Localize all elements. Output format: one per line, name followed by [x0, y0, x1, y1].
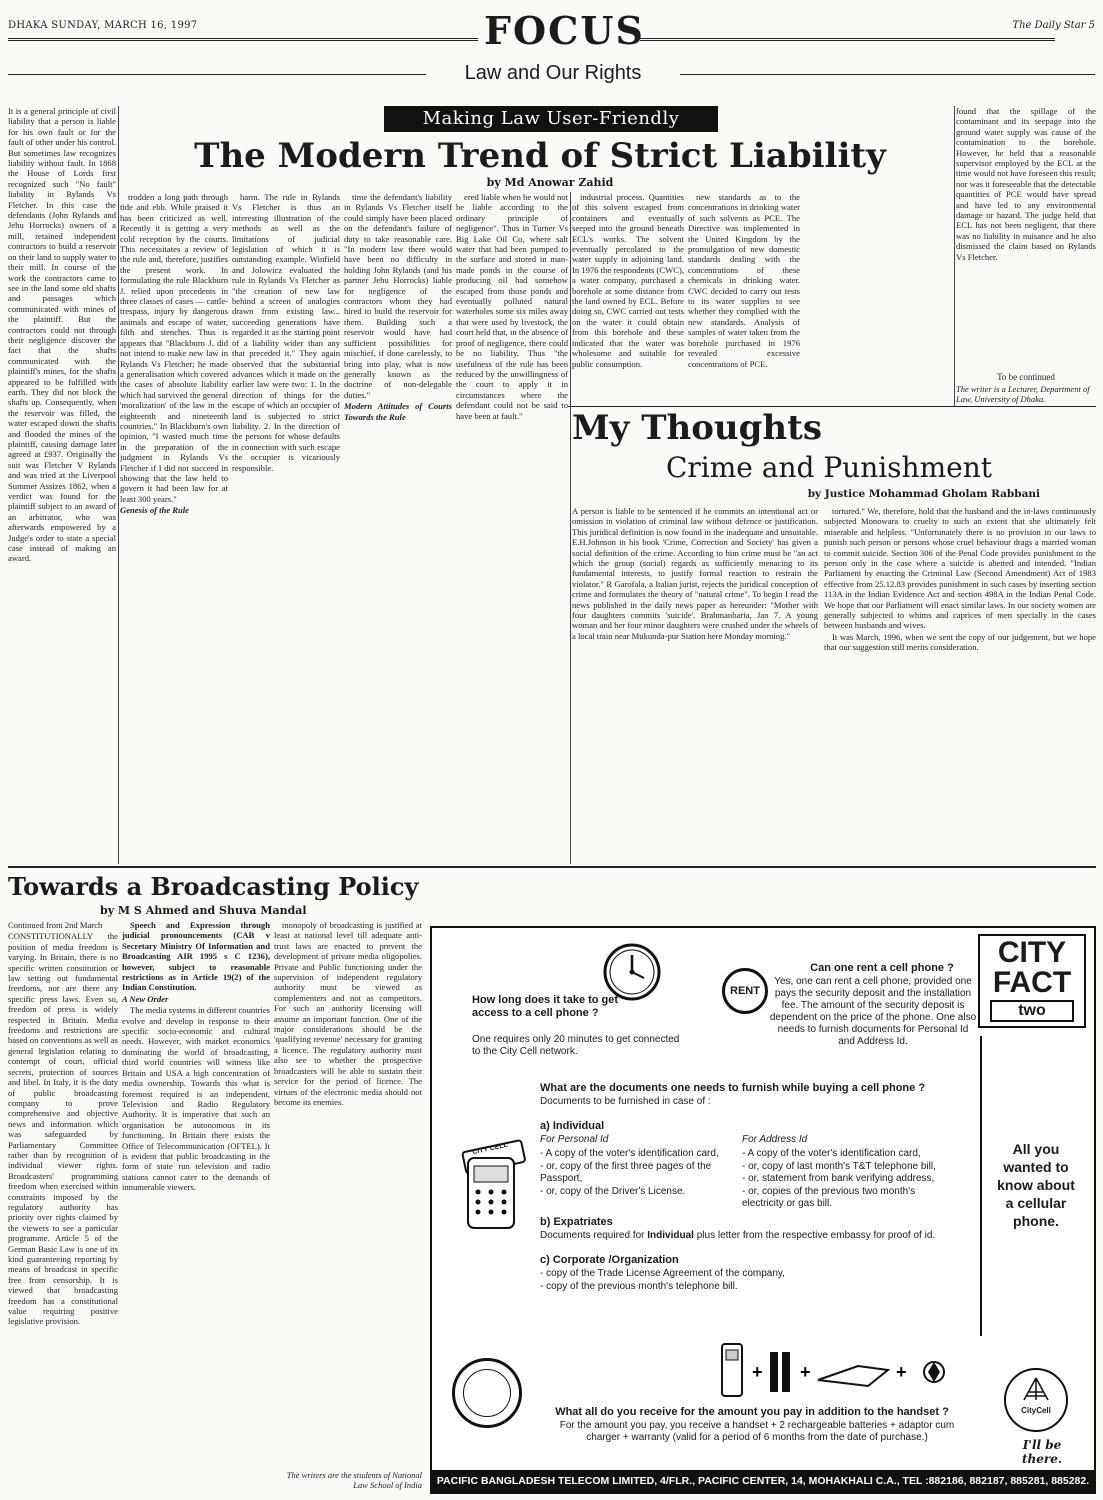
article1-col4-subhead: Modern Attitudes of Courts Towards the Rule	[344, 401, 452, 422]
address-id-item: - or, statement from bank verifying address,	[742, 1173, 935, 1184]
address-id-item: - or, copy of last month's T&T telephone bill,	[742, 1160, 936, 1172]
ad-a3: For the amount you pay, you receive a handset + 2 rechargeable batteries + adaptor cum charger + warranty (valid for a period of 6 months from the date of purchase.)	[559, 1420, 955, 1443]
corporate-title: c) Corporate /Organization	[540, 1254, 679, 1266]
rent-icon	[722, 968, 768, 1014]
article1-author-note: The writer is a Lecturer, Department of Law, University of Dhaka.	[956, 384, 1090, 404]
column-rule	[954, 106, 955, 406]
article3-col2b-text: The media systems in different countries evolve and develop in response to their specific socio-economic and cultural needs. However, with market economics dominating the world of broadcasting, third world countries will witness like Britain and USA a high concentration of media ownership. Towards this what is foremost required is an independent, Television and Radio Regulatory Authority. It is imperative that such an organisation be autonomous in its functioning. In Britain there exists the Office of Telecommunication (OFTEL). It is evident that public broadcasting in the form of state run television and radio stations cannot cater to the demands of innumerable viewers.	[122, 1005, 270, 1193]
article3-col3	[274, 920, 422, 1468]
expatriates-title: b) Expatriates	[540, 1216, 613, 1228]
brand-line1: CITY	[997, 936, 1067, 969]
article3-col2	[122, 920, 270, 1492]
cellphone-icon	[454, 1118, 534, 1238]
tagline: I'll be there.	[1021, 1438, 1063, 1466]
column-rule	[570, 192, 571, 864]
masthead	[8, 8, 1095, 90]
address-id-title: For Address Id	[742, 1134, 808, 1145]
antenna-icon	[1016, 1376, 1056, 1402]
article1-col1	[8, 106, 116, 864]
article3-col1-text: CONSTITUTIONALLY the position of media freedom is varying. In Britain, there is no specific written constitution or law setting out fundamental freedoms, nor are there any specific press laws. Even so, freedom of press is widely respected in Britain. Media freedoms and restrictions are based on conventions as well as general legislation relating to contempt of court, official secrets, protection of sources and libel. In Italy, it is the duty of public broadcasting company to prove comprehensive and objective news and information which was safeguarded by Parliamentary Committee rather than by recognition of individual viewer rights. Broadcasters' programming freedom when exercised within constraints imposed by the regulatory authority has priority over rights claimed by the viewers to see a particular programme. Article 5 of the German Basic Law is one of its kind guaranteeing reporting by means of broadcast in specific free from censorship. It is viewed that broadcasting freedom has a constitutional value requiring positive legislative provision.	[8, 931, 118, 1327]
kicker-banner	[384, 106, 718, 132]
ad-footer	[432, 1470, 1094, 1492]
expatriates-text-post: plus letter from the respective embassy for proof of id.	[693, 1230, 936, 1241]
expatriates-text-pre: Documents required for	[540, 1230, 648, 1241]
docs-question: What are the documents one needs to furnish while buying a cell phone ?	[540, 1082, 926, 1094]
corporate-item: - copy of the previous month's telephone bill.	[540, 1280, 738, 1292]
address-id-item: - A copy of the voter's identification card,	[742, 1148, 921, 1159]
handset-kit-illustration	[718, 1336, 978, 1406]
article1-col6	[572, 192, 684, 402]
article1-col4	[344, 192, 452, 864]
side-text: All you wanted to know about a cellular phone.	[997, 1141, 1075, 1229]
ad-a1: One requires only 20 minutes to get connected to the City Cell network.	[472, 1034, 680, 1057]
corporate-item: - copy of the Trade License Agreement of the company,	[540, 1268, 785, 1279]
article2-col1-text: A person is liable to be sentenced if he commits an intentional act or omission in violation of criminal law without defence or justification. This juridical definition is now found in the inadequate and unsuitable. E.H.Johnson in his book 'Crime, Correction and Society' has given a social definition of the crime. According to him crime must be "an act which the group (social) regards as sufficiently menacing to its fundamental interests, to justify formal reaction to restrain the violator." R Garofala, a Italian jurist, rejects the juridical conception of crime and formulates the theory of "natural crime". To begin I read the news published in the daily news paper as hereunder: "Mother with four daughters commits 'suicide'. Brahmanbaria, Jan 7. A young woman and her four minor daughters were crushed under the wheels of a local train near Mukunda-pur Station here Monday morning."	[572, 506, 818, 641]
article3-byline: by M S Ahmed and Shuva Mandal	[100, 904, 307, 917]
article1-col3-text: harm. The rule in Rylands Vs Fletcher is thus an interesting illustration of the methods as well as the limitations of judicial legislation of which it is outstanding example. Winfield and Jolowicz evaluated the rule in Rylands Vs Fletcher as "the creation of new law behind a screen of analogies drawn from existing law... succeeding generations have regarded it as the starting point of a liability wider than any that preceded it." They again observed that the substantial advances which it made on the earlier law were two: 1. In the direction of things for the escape of which an occupier of land is subjected to strict liability. 2. In the direction of the persons for whose defaults in connection with such escape the occupier is vicariously responsible.	[232, 192, 340, 473]
column-rule	[118, 106, 119, 864]
brand-line2: FACT	[992, 966, 1072, 999]
article1-col2-text: trodden a long path through tide and ebb. While praised it has been criticized as well. Recently it is getting a very cold reception by the courts. This necessitates a review of the rule and, therefore, justifies the present work. In formulating the rule Blackburn J. relied upon precedents in three classes of cases — cattle-trespass, injury by dangerous animals and escape of water, filth and stenches. Thus is appears that "Blackburn J. did not intend to make new law in Rylands Vs Fletcher; he made a generalisation which covered the cases of absolute liability which had survived the general 'moralization' of the law in the eighteenth and nineteenth countries." In Blackburn's own opinion, "I wasted much time in the preparation of the judgment in Rylands Vs Fletcher if I did not succeed in showing that the law held to govern it had been law for at least 300 years."	[120, 192, 228, 504]
expatriates-text-bold: Individual	[647, 1230, 694, 1241]
article3-author-note: The writers are the students of National Law School of India	[286, 1470, 422, 1490]
article3-col1	[8, 920, 118, 1492]
article1-col1-text: It is a general principle of civil liability that a person is liable for his own fault or for the fault of other under his control. But sometimes law recognizes liability without fault. In 1868 the House of Lords first recognized such "No fault" liability in Rylands Vs Fletcher. In this case the defendants (John Rylands and Jehu Horrocks) owners of a mill, retained independent contractors to build a reservoir on their land to supply water to their mill. In course of the work the contractors came to see in the land some old shafts and passages which communicated with mines of the plaintiff. But the contractors could not through their negligence discover the fact that the shafts communicated with the plaintiff's mines, for the shafts appeared to be fulfilled with earth. They did not block the shafts up. Consequently, when the reservoir was filled, the water escaped down the shafts and flooded the mines of the plaintiff, causing damage later agreed at £937. Originally the suit was Fletcher V Rylands and was tried at the Liverpool Summer Assizes 1862, when a verdict was found for the plaintiff subject to an award of an arbitrator, who was afterwards empowered by a Judge's order to state a special case instead of making an award.	[8, 106, 116, 564]
personal-id-item: - or, copy of the Driver's License.	[540, 1185, 686, 1197]
article1-col5	[456, 192, 568, 864]
article2-col2	[824, 506, 1096, 864]
citycell-logo	[1004, 1368, 1068, 1432]
svg-text:+: +	[752, 1362, 763, 1382]
address-id-list	[742, 1148, 942, 1211]
subsection-title: Law and Our Rights	[464, 62, 642, 84]
article1-continued: To be continued	[997, 372, 1055, 382]
personal-id-list	[540, 1148, 740, 1198]
article1-col6-text: industrial process. Quantities of this solvent escaped from containers and eventually seeped into the ground beneath ECL's works. The solvent eventually percolated to the water supply in adjoining land. In 1976 the respondents (CWC), a water company, purchased a borehole at some distance from the land owned by ECL. Before doing so, CWC carried out tests on the water it could obtain from this borehole and these indicated that the water was wholesome and suitable for public consumption.	[572, 192, 684, 369]
subsection-rule-left	[8, 74, 426, 75]
article1-col7	[688, 192, 800, 402]
article1-col3	[232, 192, 340, 864]
individual-title: a) Individual	[540, 1120, 605, 1132]
svg-text:+: +	[896, 1362, 907, 1382]
ad-q3: What all do you receive for the amount you pay in addition to the handset ?	[555, 1406, 949, 1418]
article3-col2-subhead: A New Order	[122, 993, 169, 1004]
personal-id-item: - or, copy of the first three pages of the Passport,	[540, 1160, 712, 1184]
article1-kicker: Making Law User-Friendly	[422, 108, 680, 129]
citycell-phone-label: CITY CELL	[471, 1141, 509, 1157]
svg-text:+: +	[800, 1362, 811, 1382]
article1-col8	[956, 106, 1096, 376]
article3-continued-from: Continued from 2nd March	[8, 920, 103, 930]
side-panel	[980, 1036, 1088, 1336]
ad-footer-text: PACIFIC BANGLADESH TELECOM LIMITED, 4/FLR., PACIFIC CENTER, 14, MOHAKHALI C.A., TEL :882186, 882187, 885281, 885282.	[436, 1475, 1090, 1487]
personal-id-title: For Personal Id	[540, 1134, 609, 1145]
article1-col8-text: found that the spillage of the contaminant and its seepage into the ground water supply was cause of the contamination to the borehole. However, he held that a reasonable supervisor employed by the ECL at the time would not have foreseen this result; nor was it foreseeable that the detectable quantities of PCE would have spread and have led to any environmental damage or hazard. The judge held that ECL has not been negligent, that there was no liability in nuisance and he also dismissed the claim based on Rylands Vs Fletcher.	[956, 106, 1096, 262]
article3-col3-text: monopoly of broadcasting is justified at least at national level till adequate anti-trust laws are enacted to prevent the development of private media oligopolies. Private and Public functioning under the supervision of independent regulatory authority must be viewed as complementers and not as competitors. For such an authority licensing will assume an important function. One of the major considerations should be the 'qualifying revenue' necessary for granting a licence. The regulatory authority must also see to whether the prospective broadcasters will be able to sustain their service for the period of licence. The virtues of the electronic media should not become its enemies.	[274, 920, 422, 1107]
ad-a2: Yes, one can rent a cell phone, provided one pays the security deposit and the installation fee. The amount of the security deposit is dependent on the price of the phone. One also needs to furnish documents for Personal Id and Address Id.	[769, 976, 977, 1047]
citycell-advertisement[interactable]	[430, 926, 1096, 1494]
docs-intro: Documents to be furnished in case of :	[540, 1096, 711, 1107]
article2-bottom-rule	[8, 866, 1096, 868]
article1-byline: by Md Anowar Zahid	[486, 176, 614, 189]
dateline: DHAKA SUNDAY, MARCH 16, 1997	[8, 20, 198, 31]
article2-byline: by Justice Mohammad Gholam Rabbani	[807, 488, 1040, 500]
seal-icon	[452, 1358, 522, 1428]
rent-label: RENT	[730, 985, 760, 997]
city-fact-logo	[978, 934, 1086, 1028]
brand-line3: two	[990, 1000, 1074, 1022]
article1-col7-text: new standards as to the concentrations in drinking water of such solvents as PCE. The Directive was implemented in the United Kingdom by the promulgation of new domestic standards dealing with the concentrations of these chemicals in drinking water. CWC decided to carry out tests to its water supplies to see whether they complied with the new standards. Analysis of samples of water taken from the borehole purchased in 1976 revealed excessive concentrations of PCE.	[688, 192, 800, 369]
logo-label: CityCell	[1021, 1406, 1051, 1415]
clock-icon	[602, 942, 662, 1002]
article1-col2	[120, 192, 228, 864]
article1-headline: The Modern Trend of Strict Liability	[194, 136, 886, 176]
article1-col2-subhead: Genesis of the Rule	[120, 505, 189, 516]
personal-id-item: - A copy of the voter's identification card,	[540, 1148, 719, 1159]
article2-headline: Crime and Punishment	[665, 451, 992, 484]
ad-q2: Can one rent a cell phone ?	[810, 962, 954, 974]
masthead-rule-left	[8, 38, 478, 41]
masthead-rule-right	[640, 38, 1055, 41]
subsection-rule-right	[680, 74, 1095, 75]
paper-name: The Daily Star 5	[1012, 20, 1095, 31]
article3-headline: Towards a Broadcasting Policy	[8, 872, 419, 901]
article2-kicker: My Thoughts	[572, 408, 822, 448]
address-id-item: - or, copies of the previous two month's electricity or gas bill.	[742, 1185, 916, 1209]
section-title: FOCUS	[484, 8, 645, 53]
expatriates-text	[540, 1230, 970, 1241]
ad-q1: How long does it take to get access to a cell phone ?	[472, 994, 619, 1019]
article2-col2-end: It was March, 1996, when we sent the copy of our judgement, but we hope that our suggestion still merits consideration.	[824, 631, 1096, 653]
corporate-list	[540, 1268, 840, 1293]
article2-col1	[572, 506, 818, 864]
article3-col2-text: Speech and Expression through judicial pronouncements (CAB v Secretary Ministry Of Information and Broadcasting AIR 1995 s C 1236), however, subject to reasonable restrictions as in Article 19(2) of the Indian Constitution.	[122, 920, 270, 993]
article1-col5-text: ered liable when he would not be liable according to the ordinary principle of negligence". Thus in Turner Vs Big Lake Oil Co, where salt water that had been pumped to the surface and stored in man-made ponds in the course of producing oil had somehow escaped from those ponds and eventually polluted natural waterholes some six miles away that were used by livestock, the court held that, in the absence of proof of negligence, there could be no liability. Thus "the usefulness of the rule has been reduced by the unwillingness of the court to apply it in circumstances where the defendant could not be said to have been at fault."	[456, 192, 568, 421]
article1-col4-text: time the defendant's liability in Rylands Vs Fletcher itself could simply have been placed on the defendant's failure of duty to take reasonable care. "In modern law there would have been no difficulty in holding John Rylands (and his partner Jehu Horrocks) liable for negligence of the contractors whom they had hired to build the reservoir for them. Building such a reservoir would have had sufficient possibilities for mischief, if done carelessly, to bring into play, what is now generally known as the doctrine of non-delegable duties."	[344, 192, 452, 400]
article2-col2-text: tortured." We, therefore, hold that the husband and the in-laws continuously subjected Monowara to cruelty to such an extent that she ultimately felt miserable and helpless. "Unfortunately there is no provision in our laws to punish such person or persons whose cruel behaviour drags a married woman to commit suicide. Section 306 of the Penal Code provides punishment to the person only in the case where a suicide is abetted and intended. "Indian Parliament by enacting the Criminal Law (Second Amendment) Act of 1983 effective from 25.12.83 provides punishment in such cases by inserting section 113A in the Indian Evidence Act and section 498A in the Indian Penal Code. We hope that our Parliament will enact similar laws. In our society women are generally subjected to whims and caprices of men specially in the cases between husbands and wives.	[824, 506, 1096, 631]
